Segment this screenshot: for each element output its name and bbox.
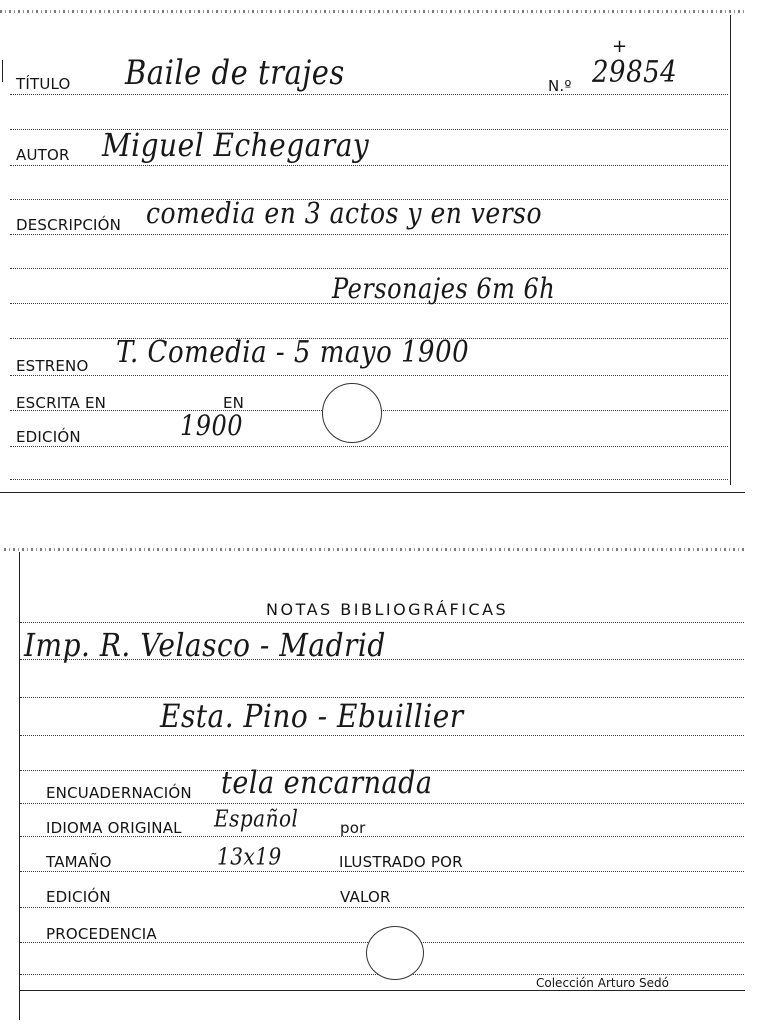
ruled-line (10, 165, 728, 166)
procedencia-label: PROCEDENCIA (46, 925, 157, 943)
estreno-value: T. Comedia - 5 mayo 1900 (116, 335, 470, 370)
descripcion-value-2: Personajes 6m 6h (332, 272, 556, 305)
cross-mark: + (612, 36, 628, 57)
notas-heading: NOTAS BIBLIOGRÁFICAS (266, 600, 509, 619)
titulo-label: TÍTULO (16, 75, 71, 93)
descripcion-label: DESCRIPCIÓN (16, 216, 122, 234)
valor-label: VALOR (340, 888, 391, 906)
top-edge (4, 548, 745, 551)
edicion-label: EDICIÓN (16, 428, 81, 446)
descripcion-value: comedia en 3 actos y en verso (146, 196, 543, 230)
card-bottom-edge (0, 492, 745, 493)
note-line-2: Esta. Pino - Ebuillier (160, 697, 464, 735)
edicion-label-back: EDICIÓN (46, 888, 111, 906)
ilustrado-label: ILUSTRADO POR (339, 853, 463, 871)
ruled-line (10, 375, 728, 376)
ruled-line (10, 234, 728, 235)
top-edge (0, 10, 745, 13)
back-card (0, 530, 759, 1028)
numero-label: N.º (548, 77, 572, 95)
coleccion-credit: Colección Arturo Sedó (536, 976, 669, 990)
card-bottom-edge (19, 990, 745, 991)
estreno-label: ESTRENO (16, 357, 89, 375)
ruled-line (20, 871, 744, 872)
ruled-line (20, 803, 744, 804)
encuadernacion-label: ENCUADERNACIÓN (46, 784, 192, 802)
autor-value: Miguel Echegaray (102, 126, 370, 164)
autor-label: AUTOR (16, 146, 70, 164)
front-card (0, 0, 759, 500)
encuadernacion-value: tela encarnada (221, 765, 433, 801)
ruled-line (10, 446, 728, 447)
numero-value: 29854 (592, 55, 678, 90)
en-label: EN (223, 394, 245, 412)
tamano-value: 13x19 (217, 842, 282, 870)
por-label: por (340, 819, 366, 837)
right-edge (730, 15, 731, 485)
ruled-line (10, 268, 728, 269)
ruled-line (10, 94, 728, 95)
idioma-label: IDIOMA ORIGINAL (46, 819, 182, 837)
ruled-line (20, 735, 744, 736)
idioma-value: Español (214, 804, 299, 832)
punch-hole (366, 926, 424, 980)
edicion-value: 1900 (180, 409, 244, 442)
punch-hole (322, 383, 382, 443)
left-mark (2, 60, 3, 82)
tamano-label: TAMAÑO (46, 853, 112, 871)
titulo-value: Baile de trajes (125, 52, 345, 92)
note-line-1: Imp. R. Velasco - Madrid (24, 626, 386, 664)
ruled-line (20, 622, 744, 623)
ruled-line (20, 907, 744, 908)
ruled-line (10, 479, 728, 480)
escrita-label: ESCRITA EN (16, 394, 107, 412)
